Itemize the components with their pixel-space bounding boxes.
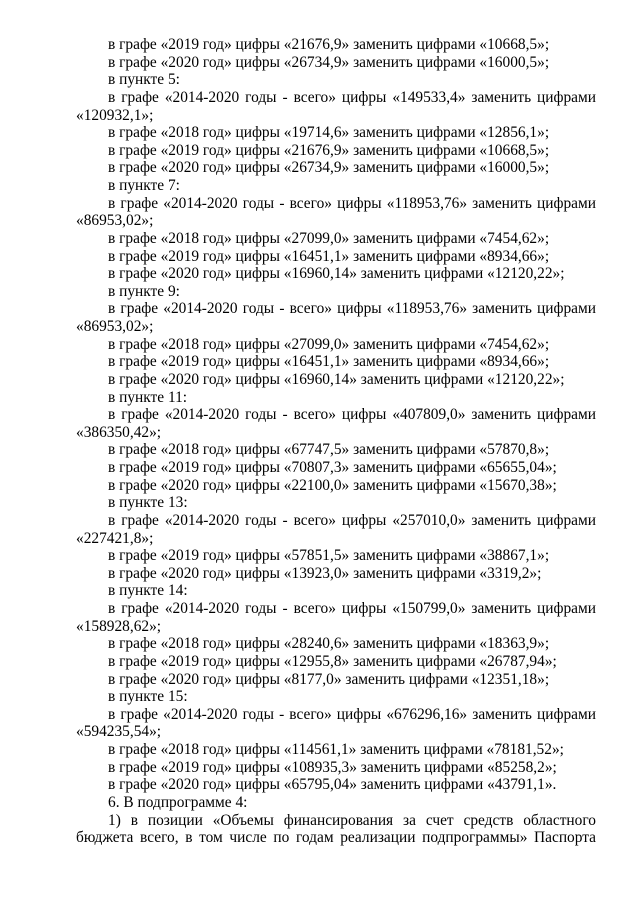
text-line: в графе «2018 год» цифры «67747,5» заменить цифрами «57870,8»; (108, 441, 550, 459)
text-line: «120932,1»; (76, 106, 154, 124)
text-line: «386350,42»; (76, 423, 162, 441)
text-line: в графе «2014-2020 годы - всего» цифры «676296,16» заменить цифрами (108, 705, 596, 723)
text-line: «158928,62»; (76, 617, 162, 635)
text-line: «86953,02»; (76, 212, 154, 230)
text-line: в графе «2018 год» цифры «19714,6» заменить цифрами «12856,1»; (108, 124, 550, 142)
text-line: в графе «2019 год» цифры «16451,1» заменить цифрами «8934,66»; (108, 353, 550, 371)
text-line: в пункте 7: (108, 177, 180, 194)
text-line: в графе «2019 год» цифры «70807,3» заменить цифрами «65655,04»; (108, 459, 557, 476)
text-line: в графе «2018 год» цифры «28240,6» заменить цифрами «18363,9»; (108, 635, 550, 653)
text-line: в графе «2019 год» цифры «16451,1» заменить цифрами «8934,66»; (108, 247, 550, 265)
text-line: в графе «2018 год» цифры «27099,0» заменить цифрами «7454,62»; (108, 229, 550, 247)
text-line: в пункте 15: (108, 688, 188, 706)
text-line: в графе «2014-2020 годы - всего» цифры «257010,0» заменить цифрами (108, 511, 596, 529)
text-line: «86953,02»; (76, 318, 154, 335)
text-line: в графе «2019 год» цифры «108935,3» заменить цифрами «85258,2»; (108, 758, 557, 776)
text-line: в графе «2019 год» цифры «21676,9» заменить цифрами «10668,5»; (108, 141, 550, 159)
text-line: в графе «2020 год» цифры «22100,0» заменить цифрами «15670,38»; (108, 476, 557, 494)
text-line: в пункте 14: (108, 582, 188, 600)
text-line: в графе «2014-2020 годы - всего» цифры «149533,4» заменить цифрами (108, 88, 596, 106)
text-line: в графе «2014-2020 годы - всего» цифры «407809,0» заменить цифрами (108, 406, 596, 424)
text-line: 1) в позиции «Объемы финансирования за счет средств областного (108, 811, 596, 829)
document-body (76, 36, 596, 847)
text-line: бюджета всего, в том числе по годам реализации подпрограммы» Паспорта (76, 829, 596, 847)
text-line: в графе «2020 год» цифры «26734,9» заменить цифрами «16000,5»; (108, 53, 550, 71)
text-line: «594235,54»; (76, 723, 162, 741)
text-line: в графе «2020 год» цифры «26734,9» заменить цифрами «16000,5»; (108, 159, 550, 177)
text-line: 6. В подпрограмме 4: (108, 793, 248, 811)
text-line: в графе «2019 год» цифры «57851,5» заменить цифрами «38867,1»; (108, 547, 550, 565)
text-line: в графе «2014-2020 годы - всего» цифры «150799,0» заменить цифрами (108, 600, 596, 617)
text-line: в пункте 13: (108, 494, 188, 512)
text-line: в графе «2020 год» цифры «65795,04» заменить цифрами «43791,1». (108, 776, 557, 794)
text-line: в графе «2020 год» цифры «16960,14» заменить цифрами «12120,22»; (108, 265, 565, 283)
text-line: в графе «2019 год» цифры «12955,8» заменить цифрами «26787,94»; (108, 652, 557, 670)
text-line: в графе «2020 год» цифры «13923,0» заменить цифрами «3319,2»; (108, 564, 542, 582)
text-line: в пункте 5: (108, 71, 180, 89)
text-line: в пункте 11: (108, 388, 188, 406)
text-line: в графе «2018 год» цифры «27099,0» заменить цифрами «7454,62»; (108, 335, 550, 353)
text-line: в графе «2018 год» цифры «114561,1» заменить цифрами «78181,52»; (108, 741, 564, 758)
text-line: в графе «2014-2020 годы - всего» цифры «118953,76» заменить цифрами (108, 194, 596, 212)
text-line: в пункте 9: (108, 282, 180, 300)
text-line: в графе «2019 год» цифры «21676,9» заменить цифрами «10668,5»; (108, 36, 550, 53)
text-line: в графе «2014-2020 годы - всего» цифры «118953,76» заменить цифрами (108, 300, 596, 318)
text-line: в графе «2020 год» цифры «16960,14» заменить цифрами «12120,22»; (108, 370, 565, 388)
text-line: в графе «2020 год» цифры «8177,0» заменить цифрами «12351,18»; (108, 670, 550, 688)
text-line: «227421,8»; (76, 529, 154, 547)
